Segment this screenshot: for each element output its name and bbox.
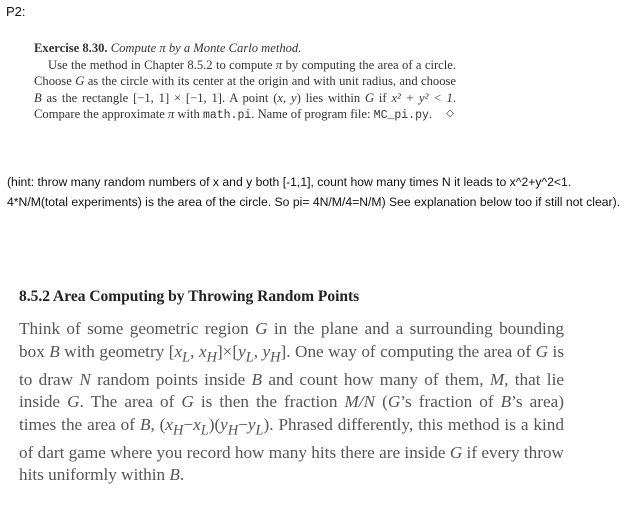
exercise-text: . Compare the approximate xyxy=(34,90,456,122)
math-symbol: B xyxy=(34,90,42,105)
math-symbol: x, y xyxy=(277,90,297,105)
body-text: Think of some geometric region xyxy=(19,319,256,338)
exercise-block xyxy=(34,40,456,125)
end-mark-icon: ◇ xyxy=(446,108,454,120)
code-snippet: MC_pi.py xyxy=(373,109,429,123)
math-subscript: H xyxy=(206,349,217,366)
exercise-text: ) lies within xyxy=(296,90,365,105)
exercise-title: Compute π by a Monte Carlo method. xyxy=(110,41,302,55)
body-text: . The area of xyxy=(79,392,182,412)
body-text: ( xyxy=(375,392,388,412)
math-subscript: L xyxy=(200,422,209,439)
math-symbol: G xyxy=(449,442,463,462)
exercise-text: by computing the area of a circle. Choose xyxy=(34,57,456,89)
body-text: . xyxy=(179,465,185,485)
math-symbol: y xyxy=(262,341,271,361)
body-text: with geometry [ xyxy=(59,341,175,361)
math-subscript: L xyxy=(255,422,264,439)
body-text: , that lie inside xyxy=(19,369,564,412)
math-expression: x² + y² < 1 xyxy=(391,90,453,105)
math-symbol: G xyxy=(181,392,194,412)
body-text: in the plane and a surrounding bounding box xyxy=(19,319,565,361)
math-symbol: G xyxy=(67,392,80,412)
body-text: ]×[ xyxy=(216,341,239,361)
math-symbol: B xyxy=(500,392,512,412)
body-text: , ( xyxy=(150,414,166,434)
math-subscript: L xyxy=(182,349,191,366)
math-subscript: L xyxy=(245,349,254,366)
math-symbol: M/N xyxy=(344,392,376,412)
math-subscript: H xyxy=(173,422,184,439)
body-text: ]. One way of computing the area of xyxy=(280,341,536,361)
math-symbol: x xyxy=(193,414,201,434)
math-symbol: B xyxy=(49,341,60,361)
math-symbol: G xyxy=(535,341,549,361)
body-text: is then the fraction xyxy=(193,392,345,412)
body-text: , xyxy=(190,341,199,361)
body-text: ’s area) times the area of xyxy=(19,392,564,434)
math-symbol: π xyxy=(167,107,175,122)
exercise-text: with xyxy=(174,107,203,122)
math-subscript: H xyxy=(227,422,239,439)
math-symbol: G xyxy=(364,90,375,105)
math-subscript: H xyxy=(270,349,281,366)
math-symbol: π xyxy=(275,57,283,72)
code-snippet: math.pi xyxy=(202,109,252,123)
section-heading: 8.5.2 Area Computing by Throwing Random Points xyxy=(19,288,360,305)
math-symbol: B xyxy=(169,465,180,485)
math-symbol: G xyxy=(255,319,268,338)
math-symbol: x xyxy=(165,414,174,434)
exercise-text: Use the method in Chapter 8.5.2 to compute xyxy=(48,57,276,72)
exercise-text: . xyxy=(428,107,433,122)
math-symbol: G xyxy=(387,392,401,412)
math-symbol: x xyxy=(198,341,207,361)
body-text: , xyxy=(253,341,263,361)
exercise-text: . Name of program file: xyxy=(251,107,374,122)
math-operator: − xyxy=(183,414,194,434)
problem-label: P2: xyxy=(6,4,26,19)
section-body xyxy=(19,318,564,487)
exercise-heading: Exercise 8.30. xyxy=(34,41,108,55)
math-symbol: B xyxy=(251,369,263,389)
math-symbol: x xyxy=(174,341,183,361)
math-symbol: N xyxy=(79,369,91,389)
math-symbol: B xyxy=(139,414,151,434)
math-symbol: y xyxy=(247,414,256,434)
body-text: if every throw hits uniformly within xyxy=(19,442,564,485)
body-text: and count how many of them, xyxy=(262,369,490,389)
exercise-text: if xyxy=(374,90,392,105)
body-text: is to draw xyxy=(19,341,565,389)
math-symbol: G xyxy=(75,74,85,89)
math-symbol: M xyxy=(489,369,505,389)
exercise-text: as the rectangle [−1, 1] × [−1, 1]. A point ( xyxy=(41,90,278,105)
exercise-text: as the circle with its center at the origin and with unit radius, and choose xyxy=(84,74,456,89)
body-text: random points inside xyxy=(90,369,252,389)
math-operator: − xyxy=(238,414,248,434)
body-text: ’s fraction of xyxy=(400,392,501,412)
math-symbol: y xyxy=(238,341,246,361)
math-symbol: y xyxy=(220,414,228,434)
body-text: )( xyxy=(208,414,221,434)
hint-text: (hint: throw many random numbers of x and y both [-1,1], count how many times N it leads to x^2+y^2<1. 4*N/M(total experiments) is the area of the circle. So pi= 4N/M/4=N/M) See explanation below too if still not clear). xyxy=(7,175,621,209)
body-text: ). Phrased differently, this method is a kind of dart game where you record how many hits there are inside xyxy=(19,414,564,462)
